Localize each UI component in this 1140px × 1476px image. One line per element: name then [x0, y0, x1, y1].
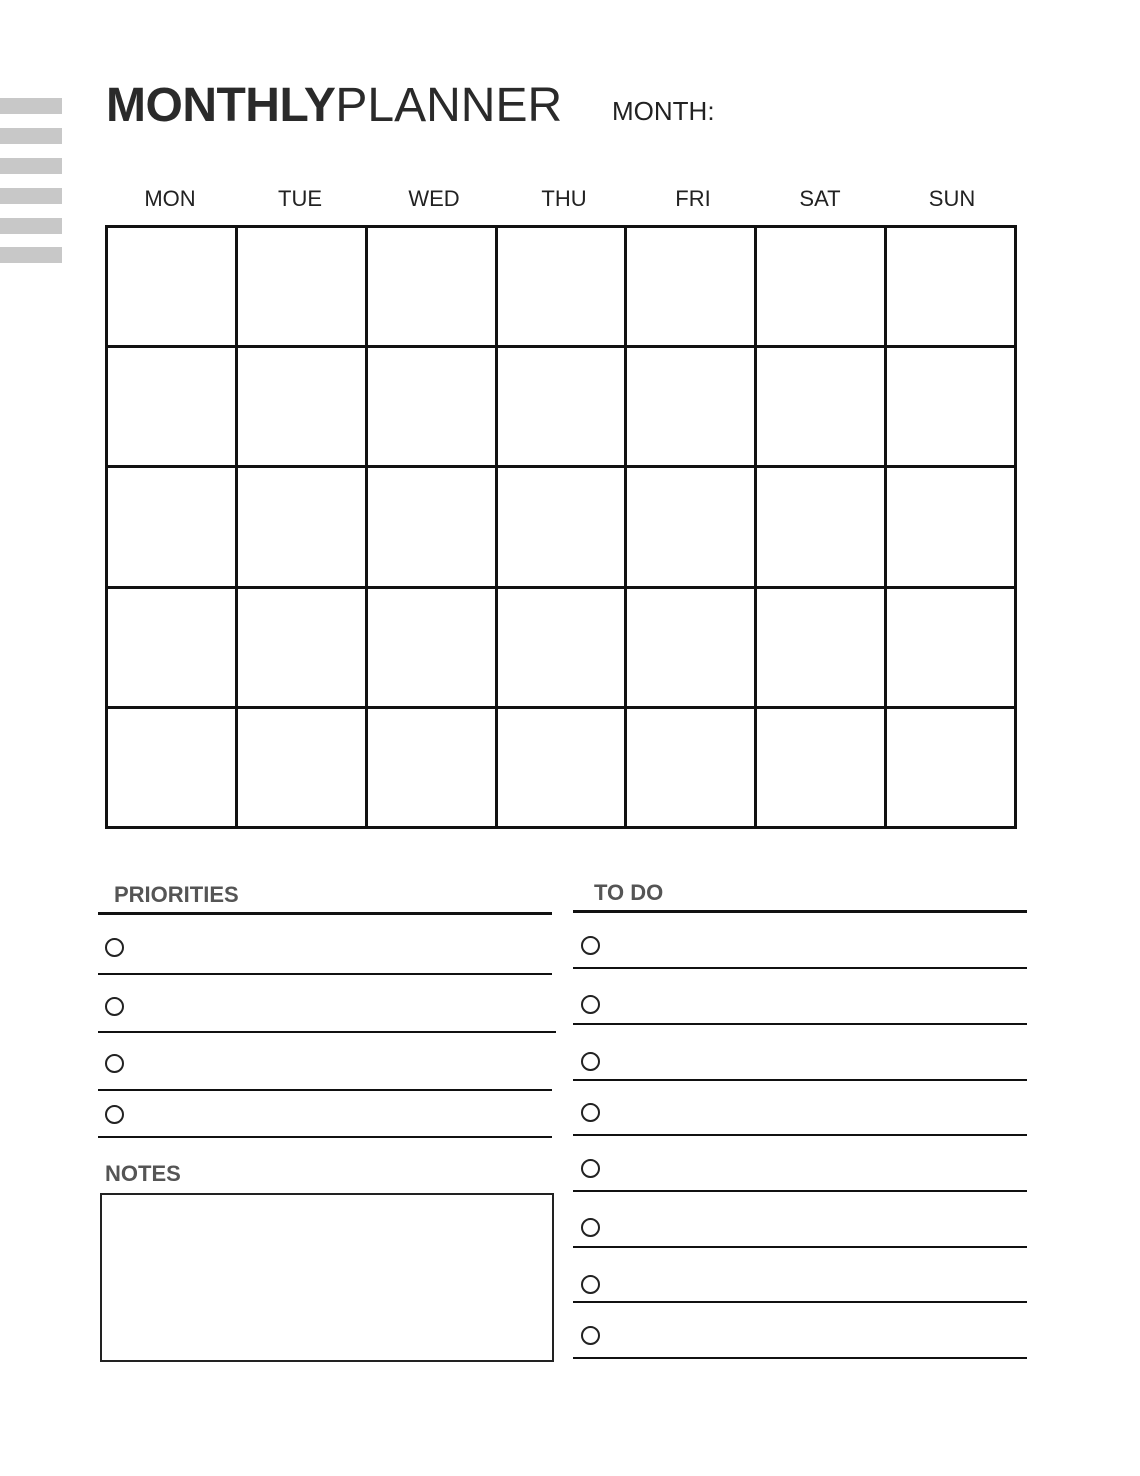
calendar-day-cell[interactable]	[498, 468, 628, 588]
side-stripe	[0, 98, 62, 114]
priority-checkbox[interactable]	[105, 1054, 124, 1073]
title-light: PLANNER	[335, 79, 563, 132]
todo-header-rule	[573, 910, 1027, 913]
calendar-day-cell[interactable]	[627, 709, 757, 829]
day-header-sun: SUN	[928, 186, 976, 211]
calendar-day-cell[interactable]	[368, 589, 498, 709]
day-header-mon: MON	[144, 186, 196, 211]
calendar-day-cell[interactable]	[108, 228, 238, 348]
todo-checkbox[interactable]	[581, 1052, 600, 1071]
calendar-day-cell[interactable]	[627, 468, 757, 588]
day-header-fri: FRI	[675, 186, 711, 211]
calendar-day-cell[interactable]	[498, 589, 628, 709]
priority-checkbox[interactable]	[105, 997, 124, 1016]
todo-checkbox[interactable]	[581, 995, 600, 1014]
priorities-header-rule	[98, 912, 552, 915]
calendar-day-cell[interactable]	[757, 589, 887, 709]
calendar-day-cell[interactable]	[757, 348, 887, 468]
todo-line[interactable]	[573, 1134, 1027, 1136]
calendar-grid	[105, 225, 1017, 829]
calendar-day-cell[interactable]	[108, 468, 238, 588]
calendar-day-cell[interactable]	[627, 589, 757, 709]
calendar-day-cell[interactable]	[108, 589, 238, 709]
calendar-day-cell[interactable]	[368, 468, 498, 588]
priorities-label: PRIORITIES	[114, 882, 239, 907]
calendar-day-cell[interactable]	[368, 228, 498, 348]
day-header-thu: THU	[541, 186, 587, 211]
side-stripe	[0, 247, 62, 263]
day-header-tue: TUE	[278, 186, 322, 211]
todo-checkbox[interactable]	[581, 1218, 600, 1237]
calendar-day-cell[interactable]	[887, 228, 1017, 348]
side-stripe	[0, 128, 62, 144]
calendar-day-cell[interactable]	[108, 348, 238, 468]
notes-box[interactable]	[100, 1193, 554, 1362]
calendar-day-cell[interactable]	[887, 589, 1017, 709]
todo-line[interactable]	[573, 1246, 1027, 1248]
todo-checkbox[interactable]	[581, 1159, 600, 1178]
calendar-day-cell[interactable]	[498, 348, 628, 468]
month-label: MONTH:	[612, 96, 715, 126]
calendar-day-cell[interactable]	[887, 709, 1017, 829]
day-header-wed: WED	[408, 186, 460, 211]
day-header-sat: SAT	[799, 186, 841, 211]
priority-line[interactable]	[98, 1089, 552, 1091]
title-bold: MONTHLY	[106, 79, 336, 132]
calendar-day-cell[interactable]	[498, 709, 628, 829]
side-stripe	[0, 158, 62, 174]
todo-label: TO DO	[594, 880, 664, 905]
calendar-day-cell[interactable]	[368, 348, 498, 468]
calendar-day-cell[interactable]	[498, 228, 628, 348]
todo-line[interactable]	[573, 1079, 1027, 1081]
side-stripe	[0, 188, 62, 204]
priority-checkbox[interactable]	[105, 938, 124, 957]
todo-checkbox[interactable]	[581, 1326, 600, 1345]
priority-checkbox[interactable]	[105, 1105, 124, 1124]
priority-line[interactable]	[98, 1136, 552, 1138]
calendar-day-cell[interactable]	[757, 709, 887, 829]
calendar-day-cell[interactable]	[108, 709, 238, 829]
calendar-day-cell[interactable]	[627, 348, 757, 468]
calendar-day-cell[interactable]	[238, 348, 368, 468]
todo-line[interactable]	[573, 967, 1027, 969]
calendar-day-cell[interactable]	[757, 468, 887, 588]
todo-line[interactable]	[573, 1301, 1027, 1303]
todo-line[interactable]	[573, 1023, 1027, 1025]
priority-line[interactable]	[98, 973, 552, 975]
calendar-day-cell[interactable]	[238, 468, 368, 588]
todo-line[interactable]	[573, 1357, 1027, 1359]
todo-checkbox[interactable]	[581, 1275, 600, 1294]
calendar-day-cell[interactable]	[238, 589, 368, 709]
todo-checkbox[interactable]	[581, 1103, 600, 1122]
calendar-day-cell[interactable]	[887, 348, 1017, 468]
todo-line[interactable]	[573, 1190, 1027, 1192]
calendar-day-cell[interactable]	[238, 228, 368, 348]
todo-checkbox[interactable]	[581, 936, 600, 955]
side-stripe	[0, 218, 62, 234]
calendar-day-cell[interactable]	[887, 468, 1017, 588]
calendar-day-cell[interactable]	[757, 228, 887, 348]
calendar-day-cell[interactable]	[238, 709, 368, 829]
page-title	[106, 78, 562, 134]
priority-line[interactable]	[98, 1031, 556, 1033]
calendar-day-cell[interactable]	[368, 709, 498, 829]
notes-label: NOTES	[105, 1161, 181, 1186]
calendar-day-cell[interactable]	[627, 228, 757, 348]
